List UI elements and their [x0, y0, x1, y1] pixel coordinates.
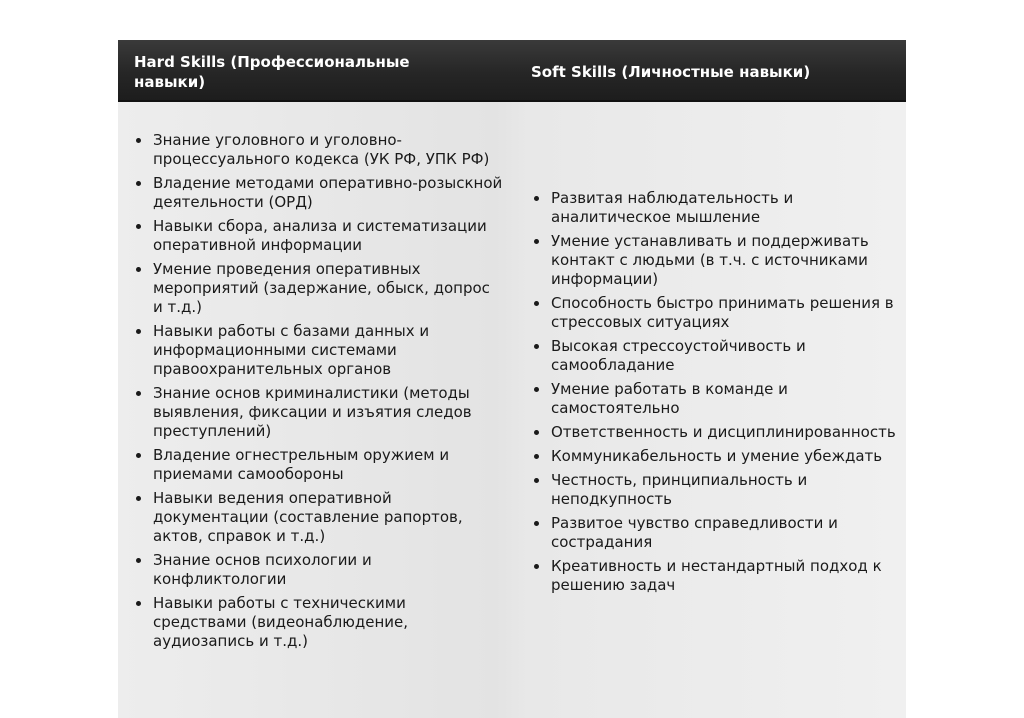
list-item [118, 446, 503, 484]
table-header [118, 40, 906, 102]
bullet-icon [534, 521, 539, 526]
list-item-text: Креативность и нестандартный подход к решению задач [551, 557, 882, 594]
bullet-icon [136, 496, 141, 501]
list-item-text: Умение работать в команде и самостоятельно [551, 380, 788, 417]
list-item [118, 174, 503, 212]
bullet-icon [534, 564, 539, 569]
list-item [516, 514, 901, 552]
bullet-icon [136, 329, 141, 334]
list-item-text: Способность быстро принимать решения в стрессовых ситуациях [551, 294, 894, 331]
list-item [516, 471, 901, 509]
bullet-icon [136, 181, 141, 186]
bullet-icon [534, 387, 539, 392]
list-item [118, 594, 503, 651]
list-item-text: Коммуникабельность и умение убеждать [551, 447, 883, 465]
list-item-text: Развитое чувство справедливости и сострадания [551, 514, 838, 551]
header-soft-skills: Soft Skills (Личностные навыки) [531, 63, 811, 81]
list-item [118, 384, 503, 441]
bullet-icon [136, 391, 141, 396]
list-item [118, 217, 503, 255]
bullet-icon [534, 196, 539, 201]
bullet-icon [136, 453, 141, 458]
list-item-text: Развитая наблюдательность и аналитическое мышление [551, 189, 794, 226]
list-item-text: Навыки работы с базами данных и информационными системами правоохранительных органов [153, 322, 430, 378]
bullet-icon [534, 454, 539, 459]
list-item-text: Умение устанавливать и поддерживать контакт с людьми (в т.ч. с источниками информации) [551, 232, 869, 288]
bullet-icon [534, 301, 539, 306]
list-item [118, 489, 503, 546]
list-item [516, 294, 901, 332]
bullet-icon [534, 478, 539, 483]
list-item-text: Навыки сбора, анализа и систематизации оперативной информации [153, 217, 487, 254]
list-item-text: Знание основ криминалистики (методы выявления, фиксации и изъятия следов преступлений) [153, 384, 472, 440]
list-item [516, 423, 901, 442]
soft-skills-list [516, 189, 901, 600]
list-item [516, 557, 901, 595]
bullet-icon [136, 224, 141, 229]
list-item-text: Ответственность и дисциплинированность [551, 423, 896, 441]
list-item [516, 232, 901, 289]
list-item [516, 337, 901, 375]
list-item-text: Владение методами оперативно-розыскной деятельности (ОРД) [153, 174, 503, 211]
list-item-text: Знание основ психологии и конфликтологии [153, 551, 372, 588]
bullet-icon [136, 267, 141, 272]
bullet-icon [136, 601, 141, 606]
list-item [118, 322, 503, 379]
bullet-icon [534, 430, 539, 435]
list-item [516, 380, 901, 418]
bullet-icon [534, 344, 539, 349]
list-item [516, 447, 901, 466]
list-item-text: Знание уголовного и уголовно-процессуального кодекса (УК РФ, УПК РФ) [153, 131, 490, 168]
list-item [118, 260, 503, 317]
list-item-text: Умение проведения оперативных мероприятий (задержание, обыск, допрос и т.д.) [153, 260, 490, 316]
header-hard-skills: Hard Skills (Профессиональные навыки) [134, 53, 410, 91]
list-item-text: Навыки ведения оперативной документации (составление рапортов, актов, справок и т.д.) [153, 489, 463, 545]
skills-table [118, 40, 906, 718]
hard-skills-list [118, 131, 503, 656]
bullet-icon [534, 239, 539, 244]
bullet-icon [136, 138, 141, 143]
bullet-icon [136, 558, 141, 563]
list-item [118, 131, 503, 169]
list-item [118, 551, 503, 589]
list-item [516, 189, 901, 227]
list-item-text: Честность, принципиальность и неподкупность [551, 471, 808, 508]
list-item-text: Навыки работы с техническими средствами (видеонаблюдение, аудиозапись и т.д.) [153, 594, 409, 650]
list-item-text: Высокая стрессоустойчивость и самообладание [551, 337, 806, 374]
list-item-text: Владение огнестрельным оружием и приемами самообороны [153, 446, 450, 483]
